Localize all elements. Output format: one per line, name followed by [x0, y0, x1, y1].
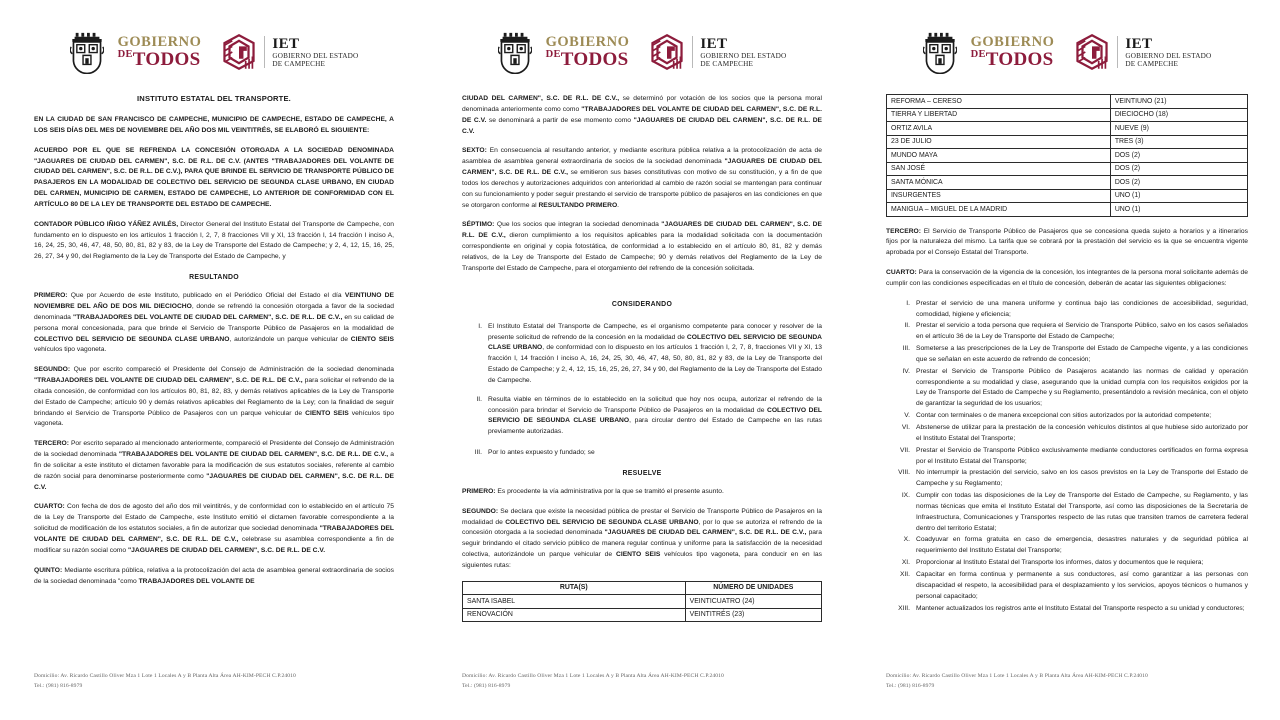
table-cell-ruta: SANTA ISABEL: [463, 595, 686, 609]
list-item-numeral: II.: [904, 322, 910, 330]
cuarto-text-c: celebrase su asamblea correspondiente a fin de modificar su razón social como: [34, 536, 394, 554]
cont-text-c: se denominará a partir de ese momento como: [486, 116, 634, 124]
footer-address: Domicilio: Av. Ricardo Castillo Oliver Mza 1 Lote 1 Locales A y B Planta Alta Área AH-KIM-PECH C.P.24010: [462, 673, 724, 680]
resuelve-segundo: [462, 507, 822, 572]
list-item-text: Proporcionar al Instituto Estatal del Transporte los informes, datos y documentos que le requiera;: [916, 559, 1204, 567]
list-item: [886, 570, 1248, 603]
list-item-numeral: VI.: [901, 424, 910, 431]
gobierno-todos-word: TODOS: [560, 49, 629, 71]
table-cell-ruta: SAN JOSÉ: [887, 162, 1111, 176]
table-cell-ruta: ORTIZ AVILA: [887, 122, 1111, 136]
quinto-bold-1: TRABAJADORES DEL VOLANTE DE: [138, 577, 255, 585]
iet-logo-divider: [692, 36, 693, 68]
table-cell-unidades: VEINTIUNO (21): [1110, 95, 1247, 109]
considerando-list: [462, 322, 822, 459]
tercero-bold-2: "JAGUARES DE CIUDAD DEL CARMEN", S.C. DE R.L. DE C.V.: [34, 472, 394, 491]
quinto-label: QUINTO:: [34, 566, 63, 574]
table-cell-unidades: VEINTITRÉS (23): [685, 608, 821, 622]
considerando-heading: CONSIDERANDO: [611, 300, 673, 308]
resuelve-primero-text: Es procedente la vía administrativa por la que se tramitó el presente asunto.: [495, 487, 724, 495]
iet-hexagon-logo-icon: [221, 33, 257, 71]
table-header-ruta: RUTA(S): [463, 581, 686, 595]
table-row: [887, 95, 1248, 109]
resuelve-segundo-bold-2: "JAGUARES DE CIUDAD DEL CARMEN", S.C. DE R.L. DE C.V.,: [604, 529, 807, 537]
resuelve-segundo-text-e: vehículos tipo vagoneta, para conducir en en las siguientes rutas:: [462, 551, 822, 569]
list-item: [886, 344, 1248, 366]
list-item-text: No interrumpir la prestación del servicio, salvo en los casos previstos en la Ley de Transporte del Estado de Campeche y su Reglamento;: [916, 469, 1248, 488]
list-item-numeral: XII.: [899, 570, 910, 578]
campeche-coat-of-arms-icon: [923, 30, 957, 74]
list-item: [462, 448, 822, 459]
table-cell-ruta: MANIGUA – MIGUEL DE LA MADRID: [887, 203, 1111, 217]
footer-phone: Tel.: (981) 816-8979: [34, 683, 83, 690]
table-cell-unidades: UNO (1): [1110, 203, 1247, 217]
resuelve-primero-label: PRIMERO:: [462, 487, 496, 495]
iet-logo-divider: [264, 36, 265, 68]
page2-footer: [462, 672, 822, 692]
segundo-bold-1: "TRABAJADORES DEL VOLANTE DE CIUDAD DEL CARMEN", S.C. DE R.L. DE C.V.,: [34, 377, 303, 385]
cont-text-a: se determinó por votación de los socios que la persona moral denominada anteriormente como como: [462, 95, 822, 113]
sexto-bold-1: "JAGUARES DE CIUDAD DEL CARMEN", S.C. DE R.L. DE C.V.,: [462, 158, 822, 177]
segundo-text-c: para solicitar el refrendo de la citada concesión, de conformidad con los artículos 80, 81, 82, 83, y demás relativos aplicables de la Ley de Transporte del Estado de Campeche; artículo 90 y demás relativos aplicables del Reglamento de la Ley; con la finalidad de seguir brindando el Servicio de Transporte Público de Pasajeros con un parque vehicular de: [34, 377, 394, 417]
list-item-text: Coadyuvar en forma gratuita en caso de emergencia, desastres naturales y de seguridad pública al requerimiento del Instituto Estatal del Transporte;: [916, 536, 1248, 555]
iet-logo: [1074, 33, 1211, 71]
list-item-numeral: VIII.: [898, 469, 910, 477]
septimo-text-a: Que los socios que integran la sociedad denominada: [494, 221, 662, 229]
gobierno-word: GOBIERNO: [117, 33, 202, 50]
gobierno-todos-word: TODOS: [985, 49, 1054, 71]
list-item-numeral: X.: [903, 536, 910, 544]
table-cell-unidades: DOS (2): [1110, 162, 1247, 176]
resultando-tercero: [34, 439, 394, 493]
table-cell-ruta: RENOVACIÓN: [463, 608, 686, 622]
primero-text-e: , autorizándole un parque vehicular de: [229, 335, 351, 343]
page3-logo-bar: [886, 26, 1248, 78]
table-cell-unidades: TRES (3): [1110, 135, 1247, 149]
contador-paragraph: [34, 220, 394, 263]
table-cell-unidades: VEINTICUATRO (24): [685, 595, 821, 609]
table-cell-unidades: DOS (2): [1110, 149, 1247, 163]
resuelve-cuarto: [886, 268, 1248, 290]
document-page-2: [426, 0, 852, 720]
gobierno-word: GOBIERNO: [545, 33, 630, 50]
resultando-segundo: [34, 365, 394, 430]
footer-address: Domicilio: Av. Ricardo Castillo Oliver Mza 1 Lote 1 Locales A y B Planta Alta Área AH-KIM-PECH C.P.24010: [886, 673, 1148, 680]
list-item: [886, 411, 1248, 422]
table-row: [887, 203, 1248, 217]
list-item-numeral: XIII.: [898, 604, 910, 612]
resultando-heading: RESULTANDO: [189, 274, 239, 282]
cuarto-bold-2: "JAGUARES DE CIUDAD DEL CARMEN", S.C. DE R.L. DE C.V.: [127, 546, 326, 554]
table-cell-ruta: SANTA MÓNICA: [887, 176, 1111, 190]
iet-acronym: IET: [1125, 35, 1153, 52]
list-item: [886, 468, 1248, 490]
tercero-text-a: Por escrito separado al mencionado anteriormente, compareció el Presidente del Consejo de Administración de la sociedad denominada: [34, 440, 394, 459]
list-item-numeral: III.: [902, 345, 910, 353]
list-item-bold: COLECTIVO DEL SERVICIO DE SEGUNDA CLASE URBANO: [488, 406, 822, 425]
document-page-1: [0, 0, 426, 720]
resultando-primero: [34, 291, 394, 356]
resuelve-cuarto-text: Para la conservación de la vigencia de la concesión, los integrantes de la persona moral solicitante además de cumplir con las condiciones especificadas en el título de concesión, deberán de acatar las siguientes obligaciones:: [886, 269, 1249, 287]
iet-subtitle-line1: GOBIERNO DEL ESTADO: [272, 52, 359, 61]
list-item: [462, 395, 822, 438]
page1-logo-bar: [34, 26, 394, 78]
list-item-numeral: I.: [906, 299, 910, 307]
sexto-text-a: En consecuencia al resultando anterior, y mediante escritura pública relativa a la protocolización de acta de asamblea de asamblea general extraordinaria de socios de la sociedad denominada: [462, 147, 822, 166]
iet-subtitle-line1: GOBIERNO DEL ESTADO: [1125, 52, 1212, 61]
resuelve-segundo-text-a: Se declara que existe la necesidad pública de prestar el Servicio de Transporte Público de Pasajeros en la modalidad de: [462, 507, 822, 526]
list-item: [886, 558, 1248, 569]
septimo-bold-1: "JAGUARES DE CIUDAD DEL CARMEN", S.C. DE R.L. DE C.V.,: [462, 221, 822, 240]
tercero-bold-1: "TRABAJADORES DEL VOLANTE DE CIUDAD DEL CARMEN", S.C. DE R.L. DE C.V.,: [118, 451, 389, 459]
list-item: [462, 322, 822, 387]
list-item-numeral: II.: [476, 395, 482, 403]
gobierno-todos-word: TODOS: [132, 49, 201, 71]
iet-subtitle-line2: DE CAMPECHE: [700, 60, 754, 69]
page1-footer: [34, 672, 396, 692]
rutas-table: [462, 581, 822, 623]
table-row: [887, 162, 1248, 176]
table-row: [887, 149, 1248, 163]
cont-bold-3: "JAGUARES DE CIUDAD DEL CARMEN", S.C. DE R.L. DE C.V.: [462, 116, 823, 135]
sexto-label: SEXTO:: [462, 147, 487, 155]
footer-phone: Tel.: (981) 816-8979: [462, 683, 511, 690]
intro-paragraph: EN LA CIUDAD DE SAN FRANCISCO DE CAMPECHE, MUNICIPIO DE CAMPECHE, ESTADO DE CAMPECHE, A LOS SEIS DÍAS DEL MES DE NOVIEMBRE DEL AÑO DOS MIL VEINTITRÉS, SE ELABORÓ EL SIGUIENTE:: [34, 116, 394, 134]
iet-logo: [649, 33, 786, 71]
resuelve-heading: RESUELVE: [622, 469, 662, 477]
document-page-3: [852, 0, 1278, 720]
resuelve-tercero-label: TERCERO:: [886, 227, 922, 235]
primero-bold-2: "TRABAJADORES DEL VOLANTE DE CIUDAD DEL CARMEN", S.C. DE R.L. DE C.V.,: [73, 313, 343, 321]
list-item-text-a: Resulta viable en términos de lo establecido en la solicitud que hoy nos ocupa, autorizar el refrendo de la concesión para brindar el Servicio de Transporte Público de Pasajeros en la modalidad de: [488, 395, 822, 414]
table-row: [887, 122, 1248, 136]
primero-bold-3: COLECTIVO DEL SERVICIO DE SEGUNDA CLASE URBANO: [34, 335, 230, 343]
list-item-text: Capacitar en forma continua y permanente a sus conductores, así como garantizar a las personas con discapacidad el respeto, la accesibilidad para el desplazamiento y los servicios, apoyos técnicos o humanos y personal capacitado;: [916, 570, 1248, 600]
gobierno-de-word: DE: [970, 49, 986, 61]
iet-hexagon-logo-icon: [649, 33, 685, 71]
table-row: [463, 608, 822, 622]
list-item-numeral: XI.: [901, 559, 910, 567]
list-item-numeral: IV.: [902, 367, 910, 375]
resultando-sexto: [462, 146, 822, 211]
gobierno-de-todos-logo: [546, 35, 630, 70]
segundo-bold-2: CIENTO SEIS: [305, 409, 349, 417]
resuelve-cuarto-label: CUARTO:: [886, 269, 917, 277]
list-item-numeral: IX.: [901, 492, 910, 500]
table-row: [887, 176, 1248, 190]
list-item: [886, 423, 1248, 445]
iet-acronym: IET: [700, 35, 728, 52]
primero-bold-4: CIENTO SEIS: [350, 335, 394, 343]
iet-acronym: IET: [272, 35, 300, 52]
iet-hexagon-logo-icon: [1074, 33, 1110, 71]
primero-text-c: , donde se refrendó la concesión otorgada a favor de la sociedad denominada: [34, 302, 394, 321]
gobierno-word: GOBIERNO: [970, 33, 1055, 50]
list-item-text: Prestar el Servicio de Transporte Público de Pasajeros acatando las normas de calidad y operación correspondiente a su modalidad y clase, asegurando que la unidad cumpla con los requisitos exigidos por la Ley de Transporte del Estado de Campeche y su Reglamento, presentándolo a revisión mecánica, con el objeto de garantizar la seguridad de los usuarios;: [916, 367, 1248, 408]
list-item: [886, 367, 1248, 410]
cuarto-bold-1: "TRABAJADORES DEL VOLANTE DE CIUDAD DEL CARMEN", S.C. DE R.L. DE C.V.,: [34, 525, 394, 543]
resuelve-segundo-text-d: para seguir brindando el citado servicio público de manera regular continua y uniforme para la satisfacción de la necesidad colectiva, autorizándole un parque vehicular de: [462, 529, 823, 559]
contador-name: CONTADOR PÚBLICO IÑIGO YÁÑEZ AVILÉS,: [34, 220, 179, 228]
quinto-text-a: Mediante escritura pública, relativa a la protocolización del acta de asamblea general extraordinaria de socios de la sociedad denominada "como: [34, 566, 394, 585]
obligaciones-list: [886, 299, 1248, 615]
list-item: [886, 491, 1248, 534]
table-cell-unidades: NUEVE (9): [1110, 122, 1247, 136]
list-item: [886, 299, 1248, 321]
resuelve-tercero-text: El Servicio de Transporte Público de Pasajeros que se concesiona queda sujeto a horarios y a itinerarios fijos por la naturaleza del mismo. La tarifa que se cobrará por la prestación del servicio es la que se encuentra vigente aprobada por el Consejo Estatal del Transporte.: [886, 227, 1248, 257]
acuerdo-paragraph: ACUERDO POR EL QUE SE REFRENDA LA CONCESIÓN OTORGADA A LA SOCIEDAD DENOMINADA "JAGUARES DE CIUDAD DEL CARMEN", S.C. DE R.L. DE C.V. (ANTES "TRABAJADORES DEL VOLANTE DE CIUDAD DEL CARMEN", S.C. DE R.L. DE C.V.), PARA QUE BRINDE EL SERVICIO DE TRANSPORTE PÚBLICO DE PASAJEROS EN LA MODALIDAD DE COLECTIVO DEL SERVICIO DE SEGUNDA CLASE URBANO, EN CIUDAD DEL CARMEN, MUNICIPIO DE CARMEN, ESTADO DE CAMPECHE, LO ANTERIOR DE CONFORMIDAD CON EL ARTÍCULO 80 DE LA LEY DE TRANSPORTE DEL ESTADO DE CAMPECHE.: [34, 146, 394, 208]
resuelve-segundo-label: SEGUNDO:: [462, 507, 499, 515]
cont-bold-2: "TRABAJADORES DEL VOLANTE DE CIUDAD DEL CARMEN", S.C. DE R.L. DE C.V.: [462, 105, 822, 124]
table-row: [887, 189, 1248, 203]
list-item-text: Prestar el servicio de una manera uniforme y continua bajo las condiciones de accesibilidad, seguridad, comodidad, higiene y eficiencia;: [916, 299, 1248, 318]
table-cell-ruta: 23 DE JULIO: [887, 135, 1111, 149]
tercero-text-c: a fin de solicitar a este instituto el dictamen favorable para la modificación de sus estatutos sociales, referente al cambio de razón social para denominarse posteriormente como: [34, 451, 394, 480]
list-item-text-a: El Instituto Estatal del Transporte de Campeche, es el organismo competente para conocer y resolver de la presente solicitud de refrendo de la concesión en la modalidad de: [488, 322, 822, 341]
resultando-quinto: [34, 566, 394, 588]
footer-phone: Tel.: (981) 816-8979: [886, 683, 935, 690]
gobierno-de-todos-logo: [971, 35, 1055, 70]
footer-address: Domicilio: Av. Ricardo Castillo Oliver Mza 1 Lote 1 Locales A y B Planta Alta Área AH-KIM-PECH C.P.24010: [34, 673, 296, 680]
list-item-numeral: III.: [474, 449, 482, 457]
segundo-text-d: vehículos tipo vagoneta.: [34, 409, 394, 428]
gobierno-de-todos-logo: [118, 35, 202, 70]
iet-logo: [221, 33, 358, 71]
list-item-text: Prestar el Servicio de Transporte Público exclusivamente mediante conductores certificados en forma expresa por el Instituto Estatal del Transporte;: [916, 446, 1248, 465]
table-cell-unidades: DIECIOCHO (18): [1110, 108, 1247, 122]
table-row: [887, 108, 1248, 122]
rutas-table-continued: [886, 94, 1248, 217]
segundo-label: SEGUNDO:: [34, 366, 71, 374]
list-item: [886, 604, 1248, 615]
list-item-text-a: Por lo antes expuesto y fundado; se: [488, 449, 595, 457]
page3-footer: [886, 672, 1248, 692]
list-item-text: Mantener actualizados los registros ante el Instituto Estatal del Transporte respecto a su unidad y conductores;: [916, 604, 1245, 612]
cuarto-text-a: Con fecha de dos de agosto del año dos mil veintitrés, y de conformidad con lo establecido en el artículo 75 de la Ley de Transporte del Estado de Campeche, este Instituto emitió el dictamen favorable correspondiente a la solicitud de modificación de los estatutos sociales, a fin de autorizar que sociedad denominada: [34, 503, 394, 533]
table-cell-unidades: UNO (1): [1110, 189, 1247, 203]
resuelve-segundo-bold-1: COLECTIVO DEL SERVICIO DE SEGUNDA CLASE URBANO: [505, 518, 699, 526]
campeche-coat-of-arms-icon: [70, 30, 104, 74]
table-row: [887, 135, 1248, 149]
tercero-label: TERCERO:: [34, 440, 70, 448]
primero-bold-1: VEINTIUNO DE NOVIEMBRE DEL AÑO DE DOS MIL DIECIOCHO: [34, 292, 394, 310]
resuelve-segundo-bold-3: CIENTO SEIS: [616, 551, 661, 559]
table-cell-unidades: DOS (2): [1110, 176, 1247, 190]
iet-subtitle-line1: GOBIERNO DEL ESTADO: [700, 52, 787, 61]
list-item-numeral: V.: [904, 412, 910, 420]
gobierno-de-word: DE: [117, 49, 133, 61]
table-header-row: [463, 581, 822, 595]
continuation-paragraph: [462, 94, 822, 137]
sexto-bold-2: RESULTANDO PRIMERO: [538, 201, 618, 209]
iet-subtitle-line2: DE CAMPECHE: [1125, 60, 1179, 69]
page2-logo-bar: [462, 26, 822, 78]
campeche-coat-of-arms-icon: [498, 30, 532, 74]
contador-rest: Director General del Instituto Estatal del Transporte de Campeche, con fundamento en lo dispuesto en los artículos 1 fracción I, 2, 7, 8 fracciones VII y XI, 13 fracción I, 14 fracción I inciso A, 16, 24, 25, 30, 46, 47, 48, 50, 80, 81, 82 y 83, de la Ley de Transporte del Estado de Campeche; y 2, 4, 12, 15, 16, 25, 26, 27, 34 y 90, del Reglamento de la Ley de Transporte del Estado de Campeche, y: [34, 220, 394, 261]
septimo-text-c: dieron cumplimiento a los requisitos aplicables para la modalidad solicitada con la documentación correspondiente en original y copia fotostática, de conformidad a lo establecido en el artículo 80, 81, 82 y demás relativos, de la Ley de Transporte del Estado de Campeche; 90 y demás relativos del Reglamento de la Ley de Transporte del Estado de Campeche, para el otorgamiento del refrendo de la concesión solicitada.: [462, 232, 823, 272]
primero-text-f: vehículos tipo vagoneta.: [34, 346, 107, 354]
resuelve-segundo-text-c: , por lo que se autoriza el refrendo de la concesión otorgada a la sociedad denominada: [462, 518, 822, 537]
institution-title: INSTITUTO ESTATAL DEL TRANSPORTE.: [137, 94, 291, 103]
table-header-unidades: NÚMERO DE UNIDADES: [685, 581, 821, 595]
table-row: [463, 595, 822, 609]
sexto-text-c: se emitieron sus bases constitutivas con motivo de su constitución, y a fin de que todos los derechos y autorizaciones adquiridos con anterioridad al cambio de razón social se mantengan para continuar con su funcionamiento y poder seguir prestando el servicio de transporte público de pasajeros en las condiciones en que se otorgaron conforme al: [462, 169, 822, 209]
list-item: [886, 446, 1248, 468]
table-cell-ruta: MUNDO MAYA: [887, 149, 1111, 163]
list-item-numeral: I.: [478, 322, 482, 330]
list-item: [886, 535, 1248, 557]
primero-text-a: Que por Acuerdo de este Instituto, publicado en el Periódico Oficial del Estado el día: [67, 292, 345, 300]
gobierno-de-word: DE: [545, 49, 561, 61]
cont-bold-1: CIUDAD DEL CARMEN", S.C. DE R.L. DE C.V.,: [462, 95, 620, 102]
table-cell-ruta: TIERRA Y LIBERTAD: [887, 108, 1111, 122]
list-item-text: Cumplir con todas las disposiciones de la Ley de Transporte del Estado de Campeche, su Reglamento, y las normas técnicas que emita el Instituto Estatal del Transporte, así como las disposiciones de la Secretaría de Infraestructura, Comunicaciones y Transportes respecto de las rutas que transiten tramos de carretera federal dentro del territorio Estatal;: [916, 492, 1248, 532]
resultando-septimo: [462, 220, 822, 274]
primero-text-d: en su calidad de persona moral concesionada, para que brinde el Servicio de Transporte Público de Pasajeros en la modalidad de: [34, 313, 395, 332]
resuelve-primero: [462, 487, 822, 498]
list-item-bold: COLECTIVO DEL SERVICIO DE SEGUNDA CLASE URBANO: [488, 333, 823, 352]
segundo-text-a: Que por escrito compareció el Presidente del Consejo de Administración de la sociedad denominada: [70, 366, 394, 374]
list-item-numeral: VII.: [899, 446, 910, 454]
list-item-text: Someterse a las prescripciones de la Ley de Transporte del Estado de Campeche vigente, y a las condiciones que se señalan en este acuerdo de refrendo de concesión;: [916, 345, 1248, 363]
resuelve-tercero: [886, 227, 1248, 260]
list-item-text-c: , de conformidad con lo dispuesto en los artículos 1 fracción I, 2, 7, 8, fracciones VII y XI, 13 fracción I, 14 fracción I inciso A, 16, 24, 25, 30, 46, 47, 48, 50, 80, 81, 82 y 83, de la Ley de Transporte del Estado de Campeche; y 2, 4, 12, 15, 16, 25, 26, 27, 34 y 90, del Reglamento de la Ley de Transporte del Estado de Campeche.: [488, 344, 822, 384]
iet-subtitle-line2: DE CAMPECHE: [272, 60, 326, 69]
resultando-cuarto: [34, 502, 394, 556]
list-item-text-c: , para circular dentro del Estado de Campeche en las rutas previamente autorizadas.: [488, 417, 822, 436]
list-item: [886, 321, 1248, 343]
primero-label: PRIMERO:: [34, 292, 68, 300]
septimo-label: SÉPTIMO:: [462, 221, 495, 229]
table-cell-ruta: INSURGENTES: [887, 189, 1111, 203]
cuarto-label: CUARTO:: [34, 503, 65, 511]
iet-logo-divider: [1117, 36, 1118, 68]
table-cell-ruta: REFORMA – CERESO: [887, 95, 1111, 109]
sexto-text-d: .: [617, 201, 620, 209]
list-item-text: Prestar el servicio a toda persona que requiera el Servicio de Transporte Público, salvo en los casos señalados en el artículo 36 de la Ley de Transporte del Estado de Campeche;: [916, 322, 1248, 341]
list-item-text: Contar con terminales o de manera excepcional con sitios autorizados por la autoridad competente;: [916, 412, 1212, 420]
list-item-text: Abstenerse de utilizar para la prestación de la concesión vehículos distintos al que hubiese sido autorizado por el Instituto Estatal del Transporte;: [916, 424, 1248, 442]
